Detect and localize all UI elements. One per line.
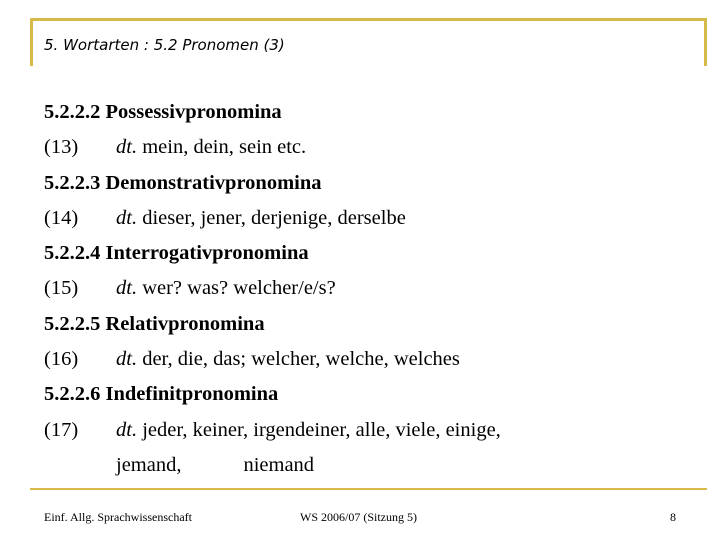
slide-content bbox=[44, 95, 694, 483]
example-line-16 bbox=[44, 342, 694, 377]
example-text: mein, dein, sein etc. bbox=[137, 136, 307, 159]
example-prefix: dt. bbox=[116, 206, 138, 229]
example-prefix: dt. bbox=[116, 136, 138, 159]
example-line-17-continuation bbox=[44, 448, 694, 483]
example-text: der, die, das; welcher, welche, welches bbox=[137, 348, 460, 371]
example-prefix: dt. bbox=[116, 348, 138, 371]
slide-title: 5. Wortarten : 5.2 Pronomen (3) bbox=[44, 36, 285, 54]
example-line-13 bbox=[44, 130, 694, 165]
example-text: jeder, keiner, irgendeiner, alle, viele, einige, bbox=[137, 418, 501, 441]
header-frame-right bbox=[704, 18, 707, 66]
section-heading-indefinit: 5.2.2.6 Indefinitpronomina bbox=[44, 383, 279, 406]
example-prefix: dt. bbox=[116, 277, 138, 300]
example-text: dieser, jener, derjenige, derselbe bbox=[137, 206, 406, 229]
section-heading-demonstrativ: 5.2.2.3 Demonstrativpronomina bbox=[44, 171, 322, 194]
section-heading-possessiv: 5.2.2.2 Possessivpronomina bbox=[44, 101, 282, 123]
continuation-word-b: niemand bbox=[243, 453, 315, 476]
footer-rule bbox=[30, 488, 707, 490]
footer-course: Einf. Allg. Sprachwissenschaft bbox=[44, 510, 192, 524]
example-line-14 bbox=[44, 201, 694, 236]
section-heading-relativ: 5.2.2.5 Relativpronomina bbox=[44, 312, 265, 335]
example-line-15 bbox=[44, 271, 694, 306]
example-prefix: dt. bbox=[116, 418, 138, 441]
header-frame-left bbox=[30, 18, 33, 66]
section-heading-interrogativ: 5.2.2.4 Interrogativpronomina bbox=[44, 242, 309, 265]
example-number: (14) bbox=[44, 206, 79, 229]
footer-page-number: 8 bbox=[670, 510, 676, 524]
example-number: (13) bbox=[44, 136, 79, 159]
continuation-word-a: jemand, bbox=[116, 453, 182, 476]
footer-term: WS 2006/07 (Sitzung 5) bbox=[300, 510, 417, 524]
example-number: (15) bbox=[44, 277, 79, 300]
header-frame-top bbox=[30, 18, 707, 21]
example-line-17 bbox=[44, 413, 694, 448]
example-number: (17) bbox=[44, 418, 79, 441]
example-number: (16) bbox=[44, 348, 79, 371]
example-text: wer? was? welcher/e/s? bbox=[137, 277, 336, 300]
